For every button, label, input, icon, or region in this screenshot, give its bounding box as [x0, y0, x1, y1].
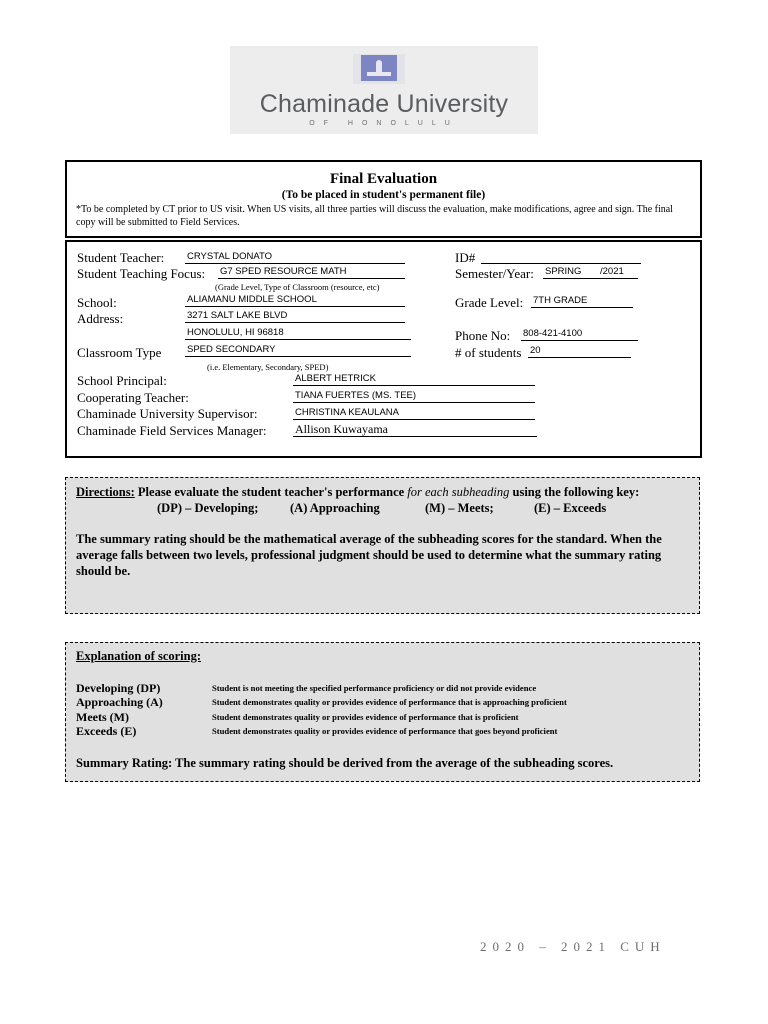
directions-box	[65, 477, 700, 614]
manager-field[interactable]: Allison Kuwayama	[293, 422, 537, 437]
score-level: Approaching (A)	[76, 695, 163, 709]
score-level: Meets (M)	[76, 710, 129, 724]
student-teacher-field[interactable]: CRYSTAL DONATO	[185, 251, 405, 264]
footer-text: 2020 – 2021 CUH	[480, 939, 666, 954]
classroom-type-note: (i.e. Elementary, Secondary, SPED)	[207, 362, 329, 372]
score-description: Student demonstrates quality or provides evidence of performance that goes beyond proficient	[212, 726, 558, 736]
grade-label: Grade Level:	[455, 295, 524, 310]
score-description: Student demonstrates quality or provides evidence of performance that is approaching proficient	[212, 697, 567, 707]
address-label: Address:	[77, 311, 124, 326]
summary-rating-text: Summary Rating: The summary rating should be derived from the average of the subheading scores.	[76, 756, 614, 770]
directions-text-italic: for each subheading	[407, 485, 510, 499]
score-description: Student demonstrates quality or provides evidence of performance that is proficient	[212, 712, 519, 722]
explanation-box	[65, 642, 700, 782]
phone-label: Phone No:	[455, 328, 511, 343]
instructions-note: *To be completed by CT prior to US visit. When US visits, all three parties will discuss the evaluation, make modifications, agree and sign. The final copy will be submitted to Field Services.	[76, 204, 673, 228]
logo-subtitle: OF HONOLULU	[309, 120, 459, 127]
list-item	[76, 681, 686, 696]
focus-field[interactable]: G7 SPED RESOURCE MATH	[218, 266, 405, 279]
supervisor-field[interactable]: CHRISTINA KEAULANA	[293, 407, 535, 420]
score-level: Exceeds (E)	[76, 724, 137, 738]
cooperating-label: Cooperating Teacher:	[77, 390, 189, 405]
id-label: ID#	[455, 250, 476, 265]
list-item	[76, 710, 686, 725]
score-description: Student is not meeting the specified performance proficiency or did not provide evidence	[212, 683, 537, 693]
focus-note: (Grade Level, Type of Classroom (resource, etc)	[215, 282, 380, 292]
classroom-type-field[interactable]: SPED SECONDARY	[185, 344, 411, 357]
focus-label: Student Teaching Focus:	[77, 266, 206, 281]
cooperating-field[interactable]: TIANA FUERTES (MS. TEE)	[293, 390, 535, 403]
address-line1-field[interactable]: 3271 SALT LAKE BLVD	[185, 310, 405, 323]
key-meets: (M) – Meets;	[425, 501, 494, 515]
list-item	[76, 695, 686, 710]
page-title: Final Evaluation	[329, 171, 438, 187]
key-approaching: (A) Approaching	[290, 501, 380, 515]
logo-name: Chaminade University	[259, 90, 509, 118]
title-box	[65, 160, 702, 238]
semester-field[interactable]: SPRING	[543, 266, 600, 279]
student-info-box	[65, 240, 702, 458]
summary-instructions: The summary rating should be the mathematical average of the subheading scores for the standard. When the average falls between two levels, professional judgment should be used to determine what the summary rating should be.	[76, 532, 662, 578]
key-exceeds: (E) – Exceeds	[534, 501, 607, 515]
year-separator: /	[600, 266, 603, 277]
grade-field[interactable]: 7TH GRADE	[531, 295, 633, 308]
directions-label: Directions:	[76, 485, 135, 499]
students-field[interactable]: 20	[528, 345, 631, 358]
directions-text-a: Please evaluate the student teacher's performance	[137, 485, 405, 499]
phone-field[interactable]: 808-421-4100	[521, 328, 638, 341]
list-item	[76, 724, 686, 739]
student-teacher-label: Student Teacher:	[77, 250, 165, 265]
id-field[interactable]	[481, 251, 641, 264]
chaminade-emblem-icon	[353, 54, 405, 84]
directions-text-b: using the following key:	[512, 485, 640, 499]
school-label: School:	[77, 295, 117, 310]
supervisor-label: Chaminade University Supervisor:	[77, 406, 258, 421]
key-developing: (DP) – Developing;	[157, 501, 259, 515]
page-subtitle: (To be placed in student's permanent file)	[281, 189, 486, 201]
address-line2-field[interactable]: HONOLULU, HI 96818	[185, 327, 411, 340]
principal-label: School Principal:	[77, 373, 167, 388]
university-logo	[230, 46, 538, 134]
directions-text	[66, 478, 699, 500]
manager-label: Chaminade Field Services Manager:	[77, 423, 267, 438]
year-value: 2021	[602, 266, 624, 277]
school-field[interactable]: ALIAMANU MIDDLE SCHOOL	[185, 294, 405, 307]
classroom-type-label: Classroom Type	[77, 345, 162, 360]
explanation-heading: Explanation of scoring:	[76, 649, 202, 663]
year-field[interactable]	[598, 266, 638, 279]
score-level: Developing (DP)	[76, 681, 161, 695]
principal-field[interactable]: ALBERT HETRICK	[293, 373, 535, 386]
rating-key	[66, 501, 699, 519]
students-label: # of students	[455, 345, 522, 360]
semester-label: Semester/Year:	[455, 266, 534, 281]
